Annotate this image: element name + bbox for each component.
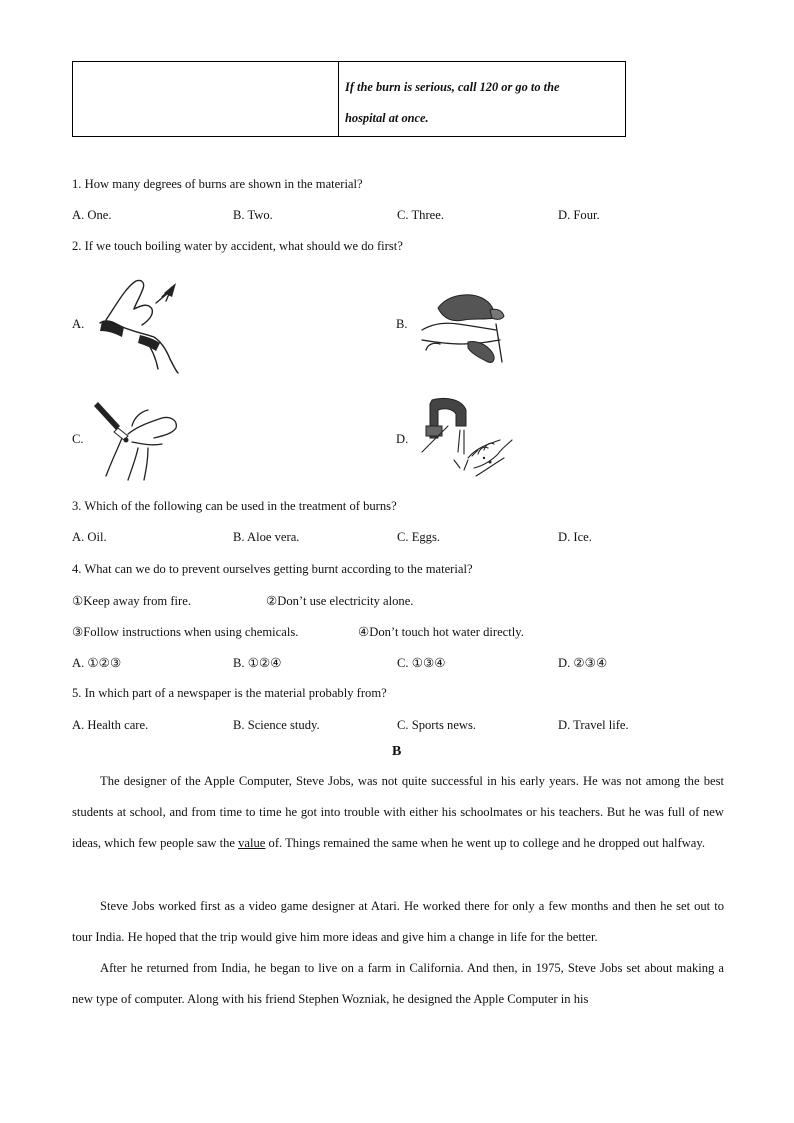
q1-option-a: A. One. <box>72 208 112 222</box>
section-b-heading: B <box>392 744 402 759</box>
q4-stem: 4. What can we do to prevent ourselves getting burnt according to the material? <box>72 562 473 576</box>
q4-item-1: ①Keep away from fire. <box>72 594 191 608</box>
q4-option-b: B. ①②④ <box>233 656 282 670</box>
section-b-paragraph-1 <box>72 766 724 859</box>
section-b-paragraph-2: Steve Jobs worked first as a video game designer at Atari. He worked there for only a few months and then he set out to tour India. He hoped that the trip would give him more ideas and give him a change in life for the better. <box>72 899 724 944</box>
table-right-cell-line1: If the burn is serious, call 120 or go to the <box>345 80 560 94</box>
table-divider <box>338 62 339 136</box>
q2-stem: 2. If we touch boiling water by accident, what should we do first? <box>72 239 403 253</box>
info-table <box>72 61 626 137</box>
q3-option-a: A. Oil. <box>72 530 107 544</box>
q3-option-b: B. Aloe vera. <box>233 530 300 544</box>
q5-option-d: D. Travel life. <box>558 718 629 732</box>
q1-option-b: B. Two. <box>233 208 273 222</box>
q4-option-d: D. ②③④ <box>558 656 608 670</box>
q4-option-a: A. ①②③ <box>72 656 122 670</box>
q5-option-b: B. Science study. <box>233 718 320 732</box>
q1-option-c: C. Three. <box>397 208 444 222</box>
q2-label-c: C. <box>72 432 84 446</box>
p1-text-before: The designer of the Apple Computer, Steve Jobs, was not quite successful in his early years. He was not among the best students at school, and from time to time he got into trouble with either his schoolmates or his teachers. But he was full of new ideas, which few people saw the <box>72 774 724 850</box>
q4-item-2: ②Don’t use electricity alone. <box>266 594 414 608</box>
q1-stem: 1. How many degrees of burns are shown in the material? <box>72 177 363 191</box>
section-b-paragraph-3: After he returned from India, he began to live on a farm in California. And then, in 1975, Steve Jobs set about making a new type of computer. Along with his friend Stephen Wozniak, he designed the Apple Computer in his <box>72 961 724 1006</box>
q3-option-d: D. Ice. <box>558 530 592 544</box>
q4-item-4: ④Don’t touch hot water directly. <box>358 625 524 639</box>
table-right-cell <box>345 72 559 134</box>
q2-label-b: B. <box>396 317 408 331</box>
hand-dropper-icon <box>92 398 187 483</box>
q2-label-a: A. <box>72 317 85 331</box>
q5-option-a: A. Health care. <box>72 718 149 732</box>
hand-cloth-icon <box>418 290 518 365</box>
q1-option-d: D. Four. <box>558 208 600 222</box>
p1-underlined-word: value <box>238 836 266 850</box>
table-right-cell-line2: hospital at once. <box>345 111 429 125</box>
q2-label-d: D. <box>396 432 409 446</box>
faucet-hand-icon <box>418 396 518 486</box>
hand-wrapping-icon <box>96 275 186 375</box>
q5-option-c: C. Sports news. <box>397 718 477 732</box>
q4-option-c: C. ①③④ <box>397 656 446 670</box>
p1-text-after: of. Things remained the same when he went up to college and he dropped out halfway. <box>265 836 706 850</box>
q4-item-3: ③Follow instructions when using chemicals. <box>72 625 299 639</box>
q5-stem: 5. In which part of a newspaper is the material probably from? <box>72 686 387 700</box>
q3-stem: 3. Which of the following can be used in the treatment of burns? <box>72 499 397 513</box>
q3-option-c: C. Eggs. <box>397 530 441 544</box>
